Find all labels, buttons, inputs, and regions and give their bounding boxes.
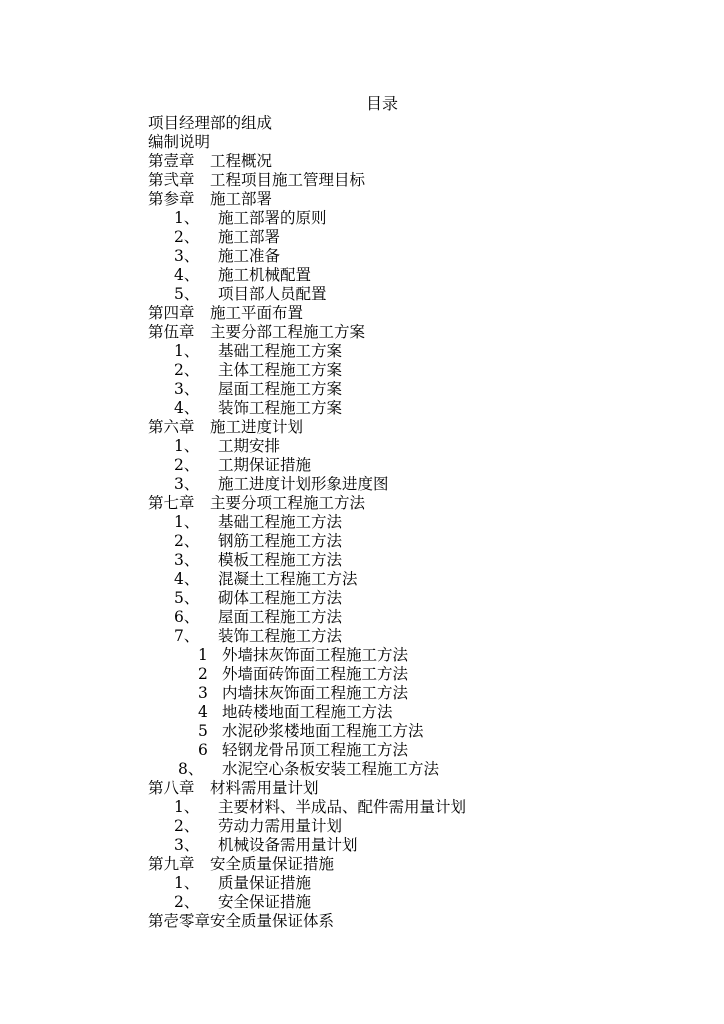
toc-chapter [148, 912, 708, 931]
toc-entry-number: 1、 [174, 437, 200, 455]
table-of-contents [148, 114, 708, 931]
toc-entry-text: 砌体工程施工方法 [218, 589, 343, 607]
toc-section [148, 209, 708, 228]
toc-entry-text: 项目经理部的组成 [148, 114, 273, 132]
toc-entry-text: 水泥砂浆楼地面工程施工方法 [222, 722, 424, 740]
toc-section [148, 608, 708, 627]
toc-entry-text: 主体工程施工方案 [218, 361, 343, 379]
toc-section [148, 589, 708, 608]
toc-entry-text: 工期保证措施 [218, 456, 312, 474]
toc-entry-text: 第伍章 主要分部工程施工方案 [148, 323, 366, 341]
toc-entry-text: 基础工程施工方案 [218, 342, 343, 360]
toc-chapter [148, 418, 708, 437]
toc-entry-text: 内墙抹灰饰面工程施工方法 [222, 684, 409, 702]
toc-entry-text: 装饰工程施工方法 [218, 627, 343, 645]
toc-section [148, 361, 708, 380]
toc-entry-number: 2 [198, 665, 208, 683]
toc-subsection [148, 703, 708, 722]
toc-entry-number: 3 [198, 684, 208, 702]
toc-entry-text: 施工部署的原则 [218, 209, 327, 227]
toc-entry-number: 1、 [174, 798, 200, 816]
toc-entry-text: 屋面工程施工方案 [218, 380, 343, 398]
toc-entry-text: 项目部人员配置 [218, 285, 327, 303]
toc-chapter [148, 779, 708, 798]
toc-entry-text: 劳动力需用量计划 [218, 817, 343, 835]
toc-subsection [148, 741, 708, 760]
toc-entry-number: 3、 [174, 551, 200, 569]
toc-chapter [148, 494, 708, 513]
toc-entry-text: 外墙抹灰饰面工程施工方法 [222, 646, 409, 664]
toc-section [148, 513, 708, 532]
toc-subsection [148, 665, 708, 684]
toc-entry-text: 主要材料、半成品、配件需用量计划 [218, 798, 467, 816]
toc-entry-text: 第七章 主要分项工程施工方法 [148, 494, 366, 512]
toc-entry-number: 7、 [174, 627, 200, 645]
toc-entry-number: 4、 [174, 399, 200, 417]
toc-subsection [148, 646, 708, 665]
toc-section [148, 380, 708, 399]
toc-section [148, 247, 708, 266]
toc-section [148, 456, 708, 475]
toc-entry-number: 1、 [174, 342, 200, 360]
toc-entry-text: 施工准备 [218, 247, 281, 265]
toc-entry-number: 2、 [174, 817, 200, 835]
toc-entry-number: 2、 [174, 456, 200, 474]
toc-entry-number: 2、 [174, 893, 200, 911]
toc-entry-text: 混凝土工程施工方法 [218, 570, 358, 588]
toc-subsection [148, 684, 708, 703]
toc-section [148, 760, 708, 779]
toc-entry-text: 第弐章 工程项目施工管理目标 [148, 171, 366, 189]
toc-section [148, 551, 708, 570]
toc-entry-text: 施工机械配置 [218, 266, 312, 284]
toc-entry [148, 114, 708, 133]
toc-entry-text: 屋面工程施工方法 [218, 608, 343, 626]
toc-entry-text: 第四章 施工平面布置 [148, 304, 304, 322]
toc-entry-text: 第参章 施工部署 [148, 190, 273, 208]
toc-section [148, 532, 708, 551]
toc-entry-text: 轻钢龙骨吊顶工程施工方法 [222, 741, 409, 759]
toc-entry-text: 模板工程施工方法 [218, 551, 343, 569]
toc-chapter [148, 171, 708, 190]
toc-section [148, 836, 708, 855]
toc-entry-number: 3、 [174, 836, 200, 854]
toc-entry-number: 1 [198, 646, 208, 664]
toc-entry-text: 基础工程施工方法 [218, 513, 343, 531]
toc-section [148, 437, 708, 456]
toc-entry-number: 6 [198, 741, 208, 759]
toc-entry-number: 5、 [174, 589, 200, 607]
toc-entry-number: 4、 [174, 570, 200, 588]
page-title: 目录 [366, 94, 399, 113]
toc-entry-text: 质量保证措施 [218, 874, 312, 892]
toc-entry-number: 2、 [174, 532, 200, 550]
toc-section [148, 266, 708, 285]
toc-section [148, 874, 708, 893]
toc-entry-number: 3、 [174, 247, 200, 265]
toc-chapter [148, 152, 708, 171]
toc-entry-number: 1、 [174, 513, 200, 531]
toc-section [148, 399, 708, 418]
toc-entry-text: 第壹章 工程概况 [148, 152, 273, 170]
toc-entry-number: 3、 [174, 380, 200, 398]
toc-entry-text: 工期安排 [218, 437, 281, 455]
toc-section [148, 475, 708, 494]
toc-entry-text: 第壱零章安全质量保证体系 [148, 912, 335, 930]
toc-entry-number: 2、 [174, 228, 200, 246]
toc-section [148, 228, 708, 247]
toc-entry-number: 6、 [174, 608, 200, 626]
toc-entry-text: 施工部署 [218, 228, 281, 246]
toc-entry-text: 水泥空心条板安装工程施工方法 [222, 760, 440, 778]
toc-section [148, 798, 708, 817]
toc-entry-text: 装饰工程施工方案 [218, 399, 343, 417]
toc-entry-number: 1、 [174, 209, 200, 227]
toc-entry-text: 外墙面砖饰面工程施工方法 [222, 665, 409, 683]
toc-entry-text: 施工进度计划形象进度图 [218, 475, 389, 493]
toc-chapter [148, 190, 708, 209]
toc-entry-text: 第八章 材料需用量计划 [148, 779, 319, 797]
toc-entry-text: 第六章 施工进度计划 [148, 418, 304, 436]
toc-entry-text: 钢筋工程施工方法 [218, 532, 343, 550]
toc-chapter [148, 855, 708, 874]
toc-entry-text: 安全保证措施 [218, 893, 312, 911]
toc-entry [148, 133, 708, 152]
toc-entry-number: 5、 [174, 285, 200, 303]
toc-entry-number: 5 [198, 722, 208, 740]
toc-section [148, 817, 708, 836]
toc-section [148, 893, 708, 912]
toc-section [148, 285, 708, 304]
toc-entry-text: 机械设备需用量计划 [218, 836, 358, 854]
toc-section [148, 627, 708, 646]
toc-entry-number: 8、 [178, 760, 204, 778]
toc-entry-text: 第九章 安全质量保证措施 [148, 855, 335, 873]
toc-entry-number: 2、 [174, 361, 200, 379]
toc-entry-number: 4 [198, 703, 208, 721]
toc-chapter [148, 304, 708, 323]
toc-chapter [148, 323, 708, 342]
toc-entry-text: 编制说明 [148, 133, 211, 151]
toc-entry-number: 4、 [174, 266, 200, 284]
toc-entry-text: 地砖楼地面工程施工方法 [222, 703, 393, 721]
toc-section [148, 342, 708, 361]
toc-section [148, 570, 708, 589]
toc-entry-number: 3、 [174, 475, 200, 493]
toc-entry-number: 1、 [174, 874, 200, 892]
toc-subsection [148, 722, 708, 741]
